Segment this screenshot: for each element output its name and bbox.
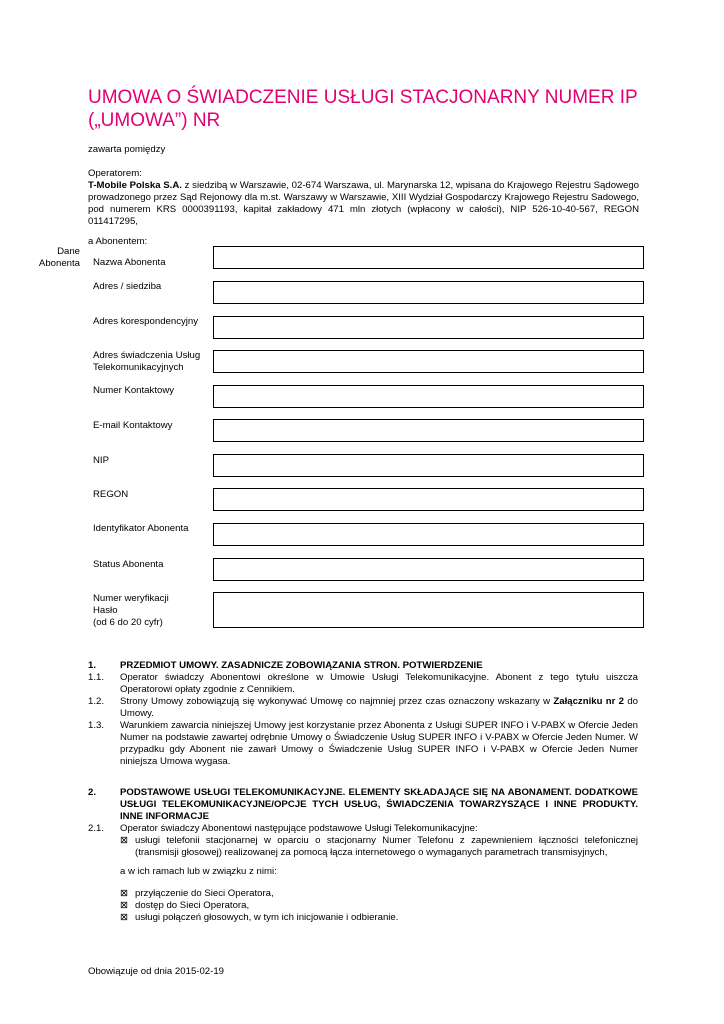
subscriber-label: a Abonentem: <box>88 236 148 247</box>
field-label-adres-swiadczenia <box>93 350 200 374</box>
document-title: UMOWA O ŚWIADCZENIE USŁUGI STACJONARNY NUMER IP („UMOWA”) NR <box>88 87 638 131</box>
bullet-text: przyłączenie do Sieci Operatora, <box>135 888 274 899</box>
field-label-email: E-mail Kontaktowy <box>93 420 173 431</box>
side-label-abonenta: Abonenta <box>38 258 80 269</box>
section-2-number: 2. <box>88 787 97 798</box>
field-label-adres-swiadczenia-line2: Telekomunikacyjnych <box>93 362 184 373</box>
operator-name: T-Mobile Polska S.A. <box>88 180 182 191</box>
field-label-nip: NIP <box>93 455 109 466</box>
item-2-1-text: Operator świadczy Abonentowi następujące podstawowe Usługi Telekomunikacyjne: <box>120 823 478 834</box>
field-label-status: Status Abonenta <box>93 559 164 570</box>
field-input-numer-kontaktowy[interactable] <box>213 385 644 408</box>
operator-description: z siedzibą w Warszawie, 02-674 Warszawa, ul. Marynarska 12, wpisana do Krajowego Rejestru Sądowego prowadzonego przez Sąd Rejonowy dla m.st. Warszawy w Warszawie, XIII Wydział Gospodarczy Krajowego Rejestru Sadowego, pod numerem KRS 0000391193, kapitał zakładowy 471 mln złotych (wpłacony w całości), NIP 526-10-40-567, REGON 011417295, <box>88 180 639 227</box>
item-1-3-number: 1.3. <box>88 720 105 731</box>
bullet-text: usługi połączeń głosowych, w tym ich inicjowanie i odbieranie. <box>135 912 399 923</box>
checkbox-icon: ⊠ <box>120 900 129 911</box>
field-label-adres: Adres / siedziba <box>93 281 162 292</box>
item-1-2-text-pre: Strony Umowy zobowiązują się wykonywać Umowę co najmniej przez czas oznaczony wskazany w <box>120 696 554 707</box>
field-label-nazwa: Nazwa Abonenta <box>93 257 166 268</box>
section-1-heading: PRZEDMIOT UMOWY. ZASADNICZE ZOBOWIĄZANIA STRON. POTWIERDZENIE <box>120 660 483 671</box>
item-1-2-text <box>120 696 638 720</box>
field-input-regon[interactable] <box>213 488 644 511</box>
bullet-main-text: usługi telefonii stacjonarnej w oparciu o stacjonarny Numer Telefonu z zapewnieniem łączności telefonicznej (transmisji głosowej) realizowanej za pomocą łącza internetowego o wymaganych parametrach transmisyjnych, <box>135 835 638 858</box>
field-input-identyfikator[interactable] <box>213 523 644 546</box>
bullet-text: dostęp do Sieci Operatora, <box>135 900 250 911</box>
field-label-numer-kontaktowy: Numer Kontaktowy <box>93 385 175 396</box>
field-input-numer-weryfikacji[interactable] <box>213 592 644 628</box>
field-label-regon: REGON <box>93 489 129 500</box>
operator-paragraph <box>88 180 639 228</box>
field-label-identyfikator: Identyfikator Abonenta <box>93 523 189 534</box>
field-input-adres-swiadczenia[interactable] <box>213 350 644 373</box>
operator-label: Operatorem: <box>88 168 142 179</box>
item-1-2-text-post: do Umowy. <box>120 696 638 719</box>
footer-date: Obowiązuje od dnia 2015-02-19 <box>88 966 225 977</box>
intro-text: zawarta pomiędzy <box>88 144 166 155</box>
attachment-reference: Załączniku nr 2 <box>553 696 624 707</box>
field-input-adres-korespondencyjny[interactable] <box>213 316 644 339</box>
item-2-1-number: 2.1. <box>88 823 105 834</box>
field-input-nazwa[interactable] <box>213 246 644 269</box>
checkbox-icon: ⊠ <box>120 888 129 899</box>
within-text: a w ich ramach lub w związku z nimi: <box>120 866 277 877</box>
item-1-1-number: 1.1. <box>88 672 105 683</box>
checkbox-icon: ⊠ <box>120 912 129 923</box>
field-label-adres-swiadczenia-line1: Adres świadczenia Usług <box>93 350 201 361</box>
field-label-numer-weryfikacji <box>93 593 169 629</box>
field-input-adres[interactable] <box>213 281 644 304</box>
checkbox-icon: ⊠ <box>120 835 129 846</box>
item-1-3-text: Warunkiem zawarcia niniejszej Umowy jest korzystanie przez Abonenta z Usługi SUPER INFO i V-PABX w Ofercie Jeden Numer na podstawie zawartej odrębnie Umowy o Świadczenie Usług SUPER INFO i V-PABX w Ofercie Jeden Numer. W przypadku gdy Abonent nie zawarł Umowy o Świadczenie Usług SUPER INFO i V-PABX w Ofercie Jeden Numer niniejsza Umowa wygasa. <box>120 720 638 767</box>
side-label-dane: Dane <box>57 246 80 257</box>
item-1-2-number: 1.2. <box>88 696 105 707</box>
field-input-status[interactable] <box>213 558 644 581</box>
section-2-heading: PODSTAWOWE USŁUGI TELEKOMUNIKACYJNE. ELEMENTY SKŁADAJĄCE SIĘ NA ABONAMENT. DODATKOWE USŁUGI TELEKOMUNIKACYJNE/OPCJE TYCH USŁUG, ŚWIADCZENIA TOWARZYSZĄCE I INNE PRODUKTY. INNE INFORMACJE <box>120 787 638 822</box>
field-label-weryfikacja-line1: Numer weryfikacji <box>93 593 169 604</box>
field-label-adres-korespondencyjny: Adres korespondencyjny <box>93 316 199 327</box>
field-input-email[interactable] <box>213 419 644 442</box>
item-1-1-text: Operator świadczy Abonentowi określone w Umowie Usługi Telekomunikacyjne. Abonent z tego tytułu uiszcza Operatorowi opłaty zgodnie z Cennikiem. <box>120 672 638 695</box>
field-input-nip[interactable] <box>213 454 644 477</box>
section-1-number: 1. <box>88 660 97 671</box>
field-label-weryfikacja-line2: Hasło <box>93 605 118 616</box>
field-label-weryfikacja-line3: (od 6 do 20 cyfr) <box>93 617 163 628</box>
